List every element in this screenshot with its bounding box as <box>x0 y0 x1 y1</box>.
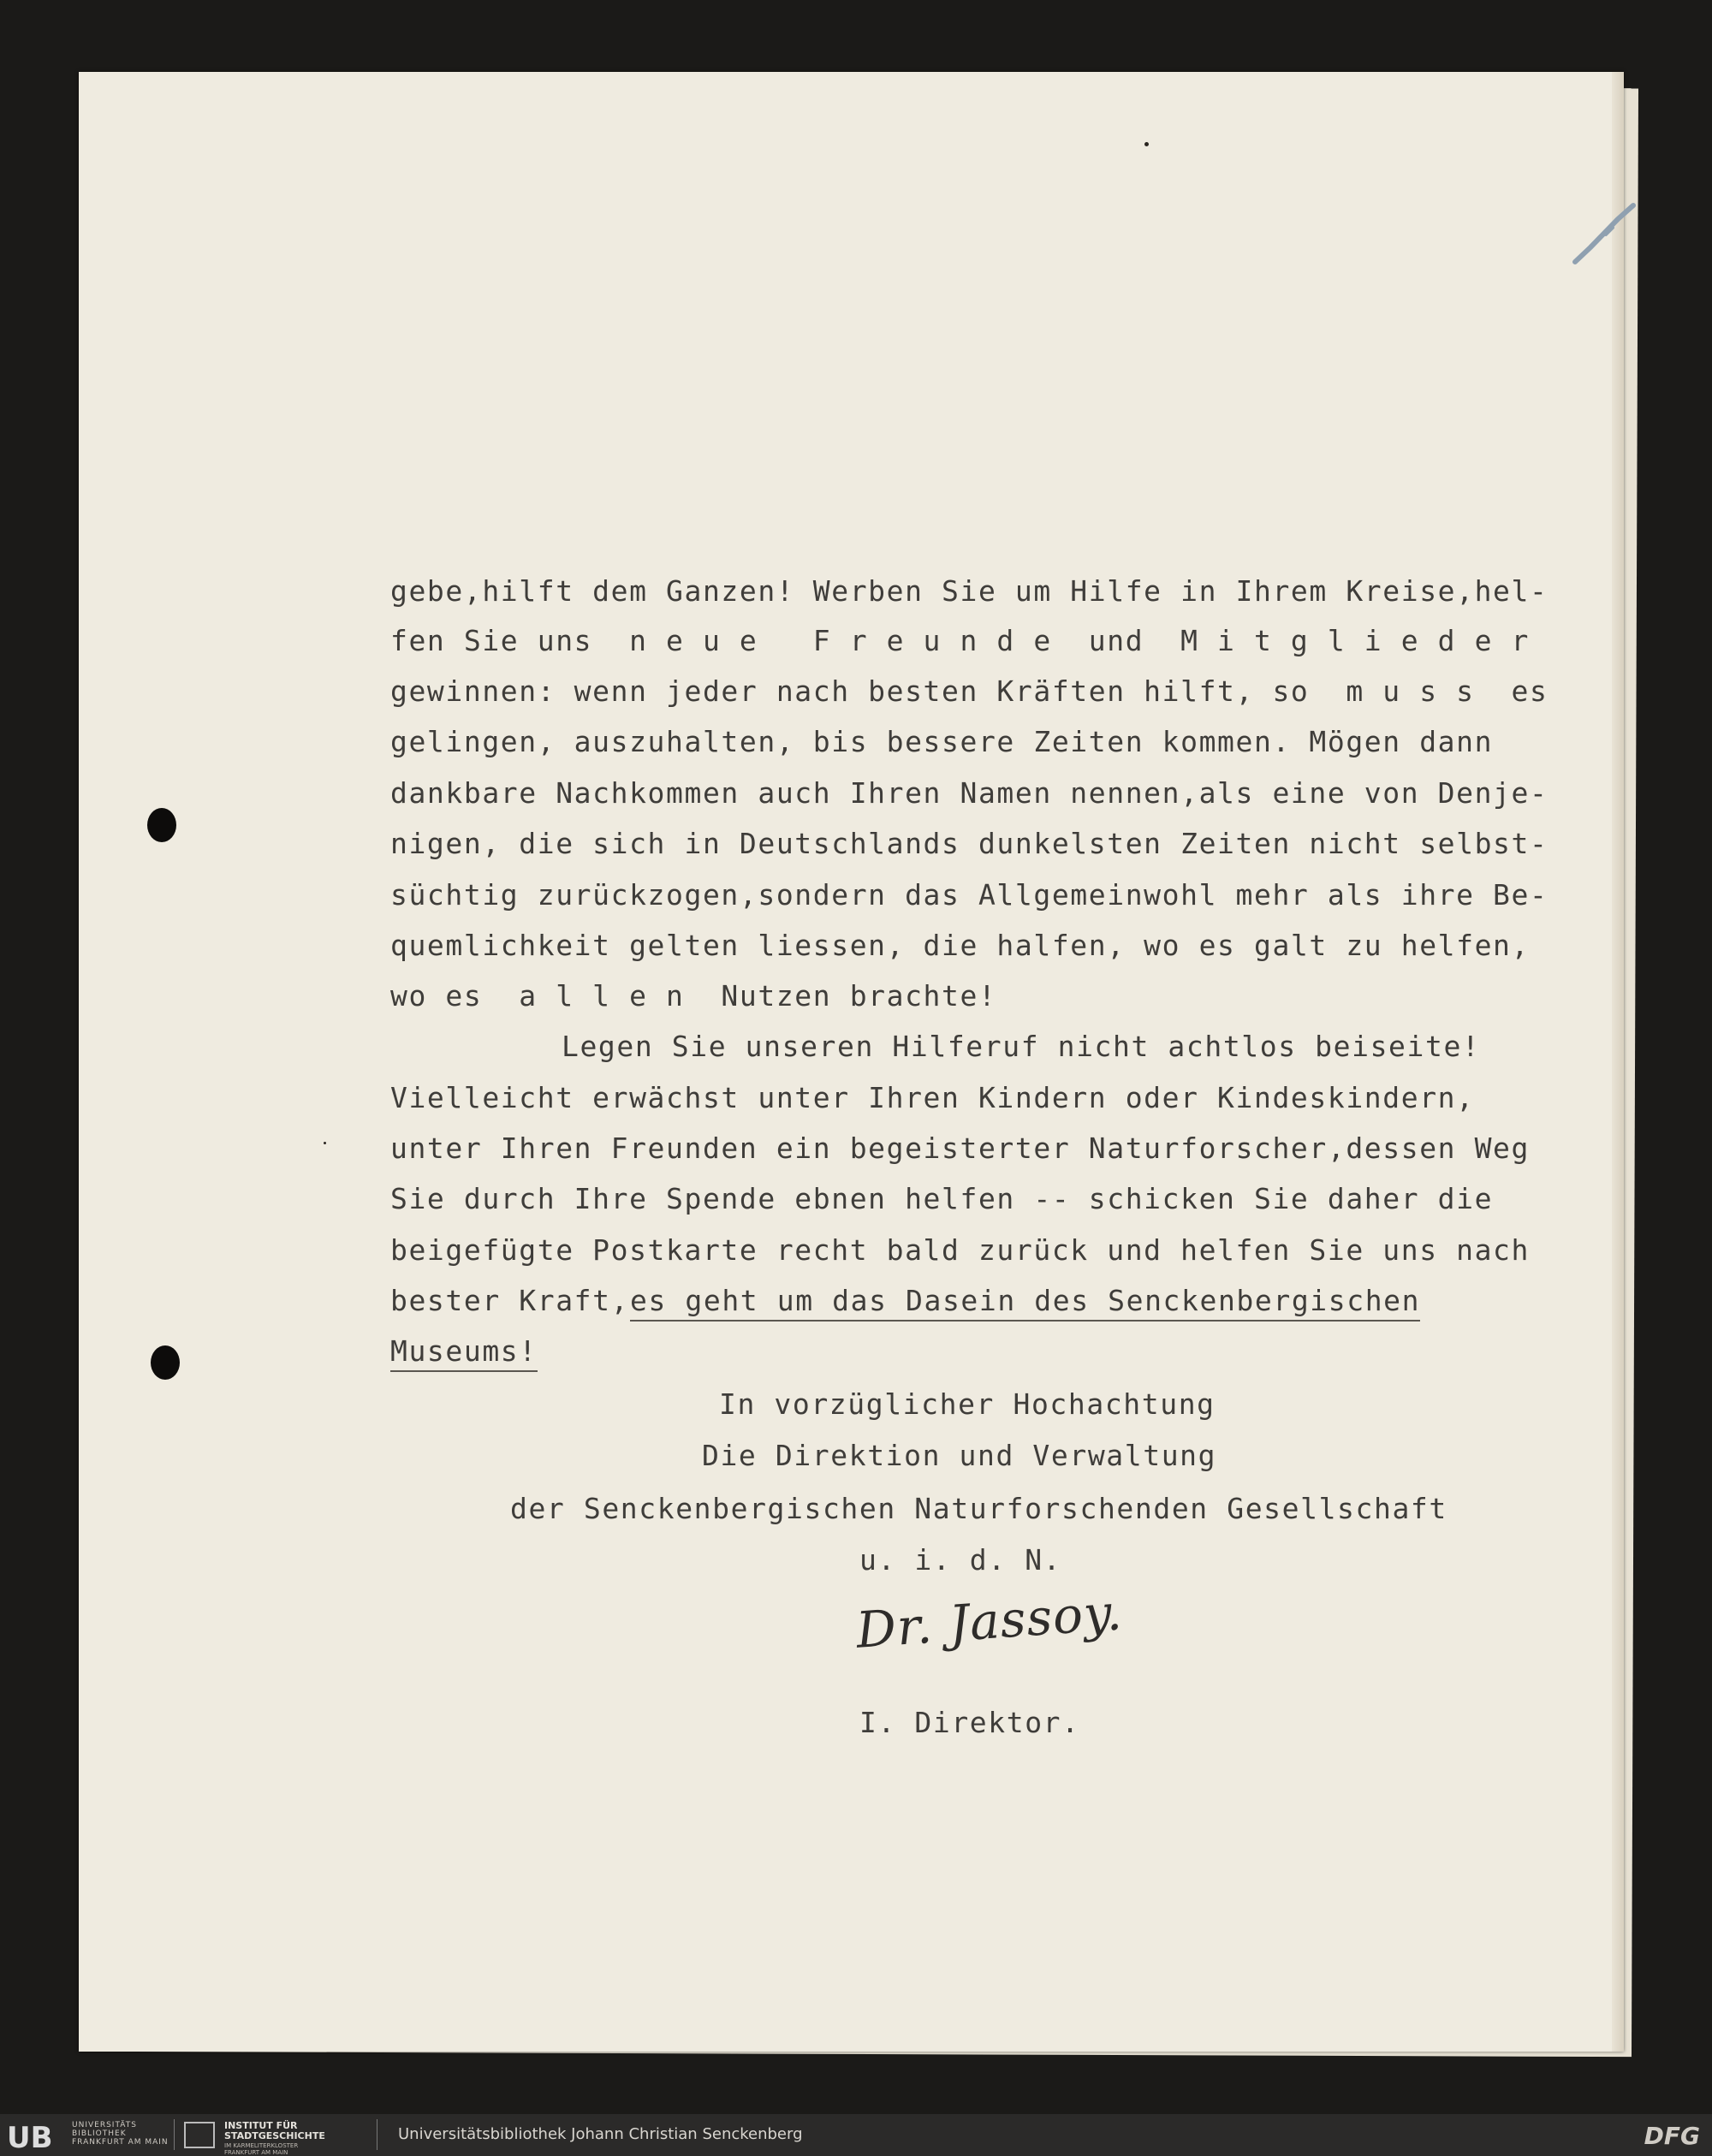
underlined-text: Museums! <box>390 1337 538 1372</box>
text-line: Sie durch Ihre Spende ebnen helfen -- schicken Sie daher die <box>390 1182 1494 1215</box>
text-line: Vielleicht erwächst unter Ihren Kindern oder Kindeskindern, <box>390 1081 1475 1114</box>
text-line: gebe,hilft dem Ganzen! Werben Sie um Hilfe in Ihrem Kreise,hel- <box>390 574 1549 608</box>
text-line: quemlichkeit gelten liessen, die halfen, wo es galt zu helfen, <box>390 929 1530 962</box>
text-line: fen Sie uns n e u e F r e u n d e und M i t g l i e d e r <box>390 624 1530 657</box>
punch-hole <box>147 808 176 842</box>
text-line: gelingen, auszuhalten, bis bessere Zeiten kommen. Mögen dann <box>390 725 1494 758</box>
paper-edge <box>1612 72 1624 2052</box>
text-line: nigen, die sich in Deutschlands dunkelsten Zeiten nicht selbst- <box>390 827 1549 860</box>
text-line: beigefügte Postkarte recht bald zurück und helfen Sie uns nach <box>390 1233 1530 1267</box>
library-name: Universitätsbibliothek Johann Christian Senckenberg <box>398 2125 803 2143</box>
text-line: süchtig zurückzogen,sondern das Allgemeinwohl mehr als ihre Be- <box>390 878 1549 912</box>
text-line: Legen Sie unseren Hilferuf nicht achtlos beiseite! <box>562 1030 1481 1063</box>
footer-divider <box>174 2119 175 2150</box>
text-line: bester Kraft, <box>390 1284 648 1317</box>
text-line: unter Ihren Freunden ein begeisterter Naturforscher,dessen Weg <box>390 1131 1530 1165</box>
closing-abbrev: u. i. d. N. <box>859 1543 1062 1577</box>
paper-speck <box>1144 142 1149 146</box>
isg-logo-subtext: IM KARMELITERKLOSTER FRANKFURT AM MAIN <box>224 2142 299 2156</box>
ub-logo-text: UNIVERSITÄTS BIBLIOTHEK FRANKFURT AM MAIN <box>72 2121 169 2147</box>
letter-page <box>79 72 1624 2052</box>
closing-org-line: der Senckenbergischen Naturforschenden Gesellschaft <box>510 1492 1447 1525</box>
isg-logo-icon <box>184 2122 215 2148</box>
handwritten-signature: Dr. Jassoy. <box>854 1583 1125 1660</box>
text-line: wo es a l l e n Nutzen brachte! <box>390 979 997 1013</box>
text-line: gewinnen: wenn jeder nach besten Kräften hilft, so m u s s es <box>390 674 1549 708</box>
closing-salutation: In vorzüglicher Hochachtung <box>719 1387 1216 1421</box>
dfg-logo: DFG <box>1644 2122 1700 2150</box>
text-line: dankbare Nachkommen auch Ihren Namen nennen,als eine von Denje- <box>390 776 1549 810</box>
closing-org-line: Die Direktion und Verwaltung <box>702 1439 1217 1472</box>
isg-logo-text: INSTITUT FÜR STADTGESCHICHTE <box>224 2120 325 2141</box>
paper-speck <box>324 1142 326 1144</box>
ub-logo: UB <box>7 2121 53 2155</box>
underlined-text: es geht um das Dasein des Senckenbergischen <box>630 1286 1420 1322</box>
punch-hole <box>151 1345 180 1380</box>
viewer-footer-bar <box>0 2114 1712 2156</box>
archive-pencil-mark <box>1566 200 1644 269</box>
signer-title: I. Direktor. <box>859 1706 1080 1739</box>
